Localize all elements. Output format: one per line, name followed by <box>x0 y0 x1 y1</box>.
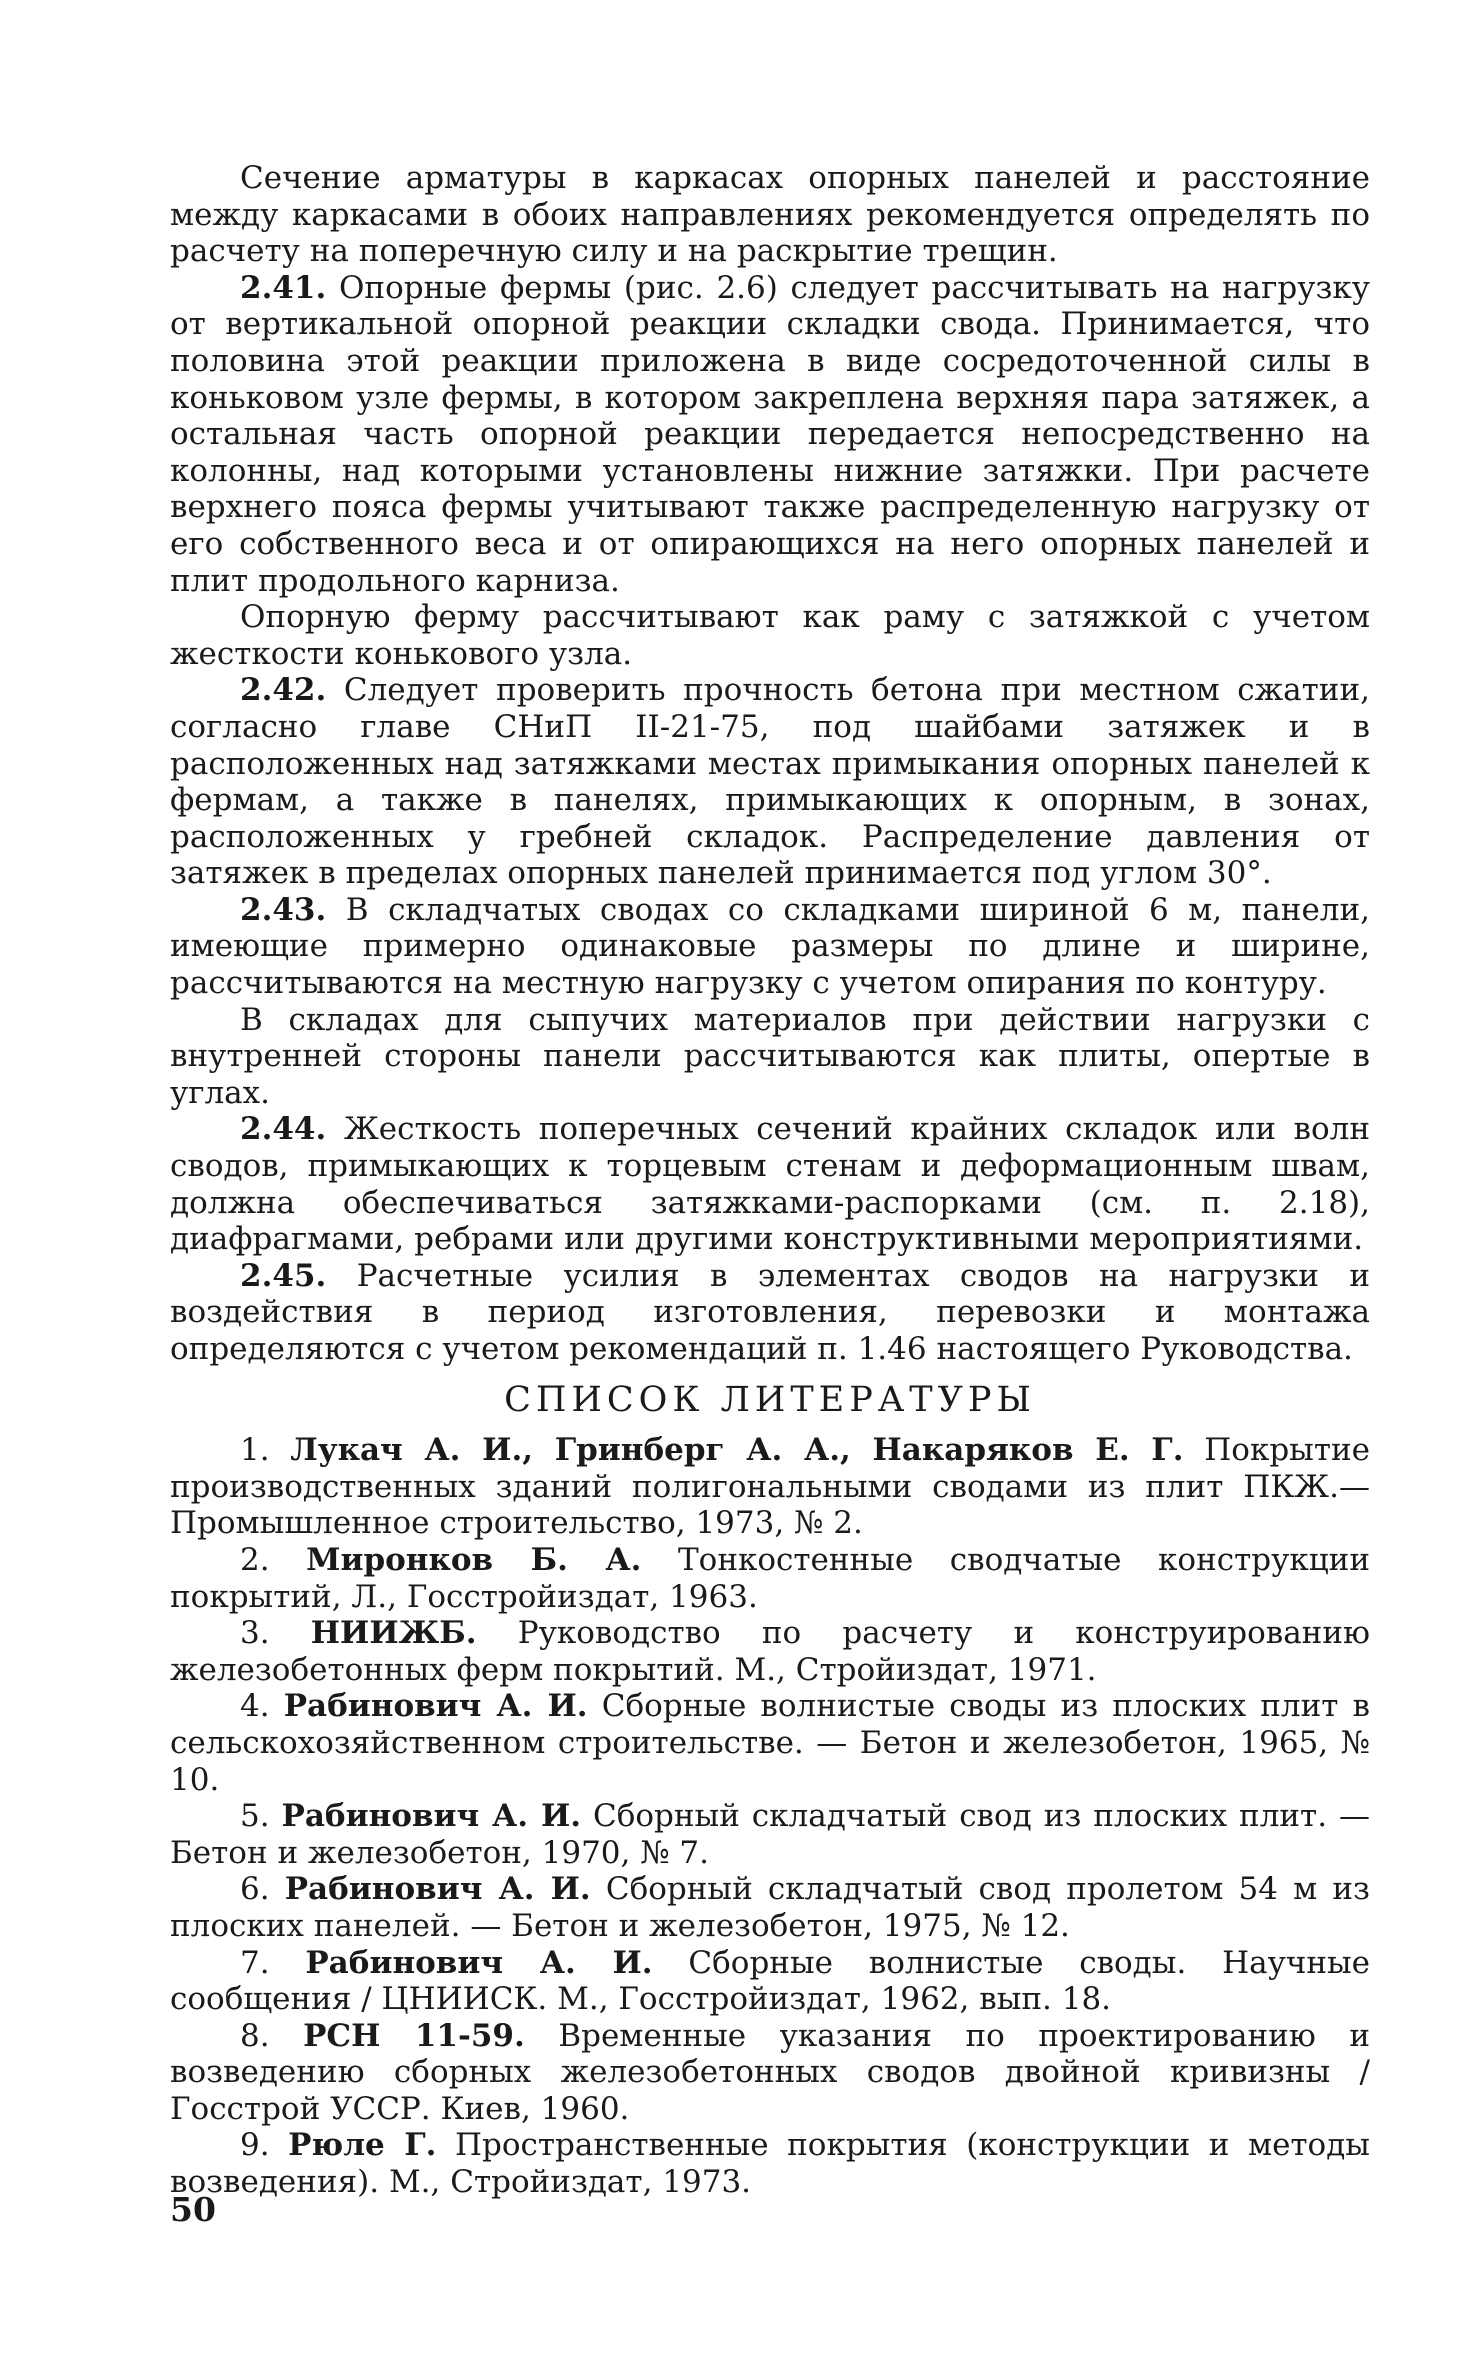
reference-author: РСН 11-59. <box>303 2017 525 2054</box>
reference-author: Рабинович А. И. <box>284 1871 591 1908</box>
clause-number: 2.44. <box>240 1111 327 1148</box>
paragraph-2-45: 2.45. Расчетные усилия в элементах сводов на нагрузки и воздействия в период изготовления, перевозки и монтажа определяются с учетом рекомендаций п. 1.46 настоящего Руководства. <box>170 1257 1371 1367</box>
clause-number: 2.43. <box>240 891 327 928</box>
clause-number: 2.41. <box>240 269 327 306</box>
paragraph-rebar-section: Сечение арматуры в каркасах опорных панелей и расстояние между каркасами в обоих направлениях рекомендуется определять по расчету на поперечную силу и на раскрытие трещин. <box>170 160 1370 270</box>
reference-item: 3. НИИЖБ. Руководство по расчету и конструированию железобетонных ферм покрытий. М., Стройиздат, 1971. <box>170 1615 1370 1688</box>
page-body <box>170 160 1370 2201</box>
reference-item: 1. Лукач А. И., Гринберг А. А., Накаряков Е. Г. Покрытие производственных зданий полигональными сводами из плит ПКЖ.— Промышленное строительство, 1973, № 2. <box>170 1432 1370 1542</box>
reference-item: 6. Рабинович А. И. Сборный складчатый свод пролетом 54 м из плоских панелей. — Бетон и железобетон, 1975, № 12. <box>170 1871 1370 1944</box>
reference-author: Рабинович А. И. <box>281 1798 582 1835</box>
paragraph-2-41: 2.41. Опорные фермы (рис. 2.6) следует рассчитывать на нагрузку от вертикальной опорной реакции складки свода. Принимается, что половина этой реакции приложена в виде сосредоточенной силы в коньковом узле фермы, в котором закреплена верхняя пара затяжек, а остальная часть опорной реакции передается непосредственно на колонны, над которыми установлены нижние затяжки. При расчете верхнего пояса фермы учитывают также распределенную нагрузку от его собственного веса и от опирающихся на него опорных панелей и плит продольного карниза. <box>170 269 1371 599</box>
paragraph-support-truss-frame: Опорную ферму рассчитывают как раму с затяжкой с учетом жесткости конькового узла. <box>170 599 1370 672</box>
clause-number: 2.45. <box>240 1257 327 1294</box>
reference-author: Рабинович А. И. <box>305 1944 653 1981</box>
reference-author: Рабинович А. И. <box>283 1688 588 1725</box>
paragraph-2-42: 2.42. Следует проверить прочность бетона при местном сжатии, согласно главе СНиП II-21-75, под шайбами затяжек и в расположенных над затяжками местах примыкания опорных панелей к фермам, а также в панелях, примыкающих к опорным, в зонах, расположенных у гребней складок. Распределение давления от затяжек в пределах опорных панелей принимается под углом 30°. <box>170 672 1370 892</box>
reference-author: НИИЖБ. <box>310 1615 477 1652</box>
paragraph-2-44: 2.44. Жесткость поперечных сечений крайних складок или волн сводов, примыкающих к торцевым стенам и деформационным швам, должна обеспечиваться затяжками-распорками (см. п. 2.18), диафрагмами, ребрами или другими конструктивными мероприятиями. <box>170 1111 1370 1258</box>
paragraph-2-43: 2.43. В складчатых сводах со складками шириной 6 м, панели, имеющие примерно одинаковые размеры по длине и ширине, рассчитываются на местную нагрузку с учетом опирания по контуру. <box>170 891 1370 1002</box>
reference-item: 7. Рабинович А. И. Сборные волнистые своды. Научные сообщения / ЦНИИСК. М., Госстройиздат, 1962, вып. 18. <box>170 1944 1371 2018</box>
reference-item: 4. Рабинович А. И. Сборные волнистые своды из плоских плит в сельскохозяйственном строительстве. — Бетон и железобетон, 1965, № 10. <box>170 1688 1371 1798</box>
page-number: 50 <box>170 2190 216 2229</box>
clause-number: 2.42. <box>240 672 327 709</box>
reference-item: 8. РСН 11-59. Временные указания по проектированию и возведению сборных железобетонных сводов двойной кривизны / Госстрой УССР. Киев, 1960. <box>170 2017 1371 2127</box>
reference-item: 5. Рабинович А. И. Сборный складчатый свод из плоских плит. — Бетон и железобетон, 1970, № 7. <box>170 1798 1370 1871</box>
reference-author: Лукач А. И., Гринберг А. А., Накаряков Е. Г. <box>290 1432 1184 1469</box>
reference-item: 9. Рюле Г. Пространственные покрытия (конструкции и методы возведения). М., Стройиздат, 1973. <box>170 2127 1370 2201</box>
reference-author: Рюле Г. <box>288 2127 437 2164</box>
reference-item: 2. Миронков Б. А. Тонкостенные сводчатые конструкции покрытий, Л., Госстройиздат, 1963. <box>170 1541 1370 1615</box>
reference-author: Миронков Б. А. <box>306 1541 642 1578</box>
paragraph-bulk-storage: В складах для сыпучих материалов при действии нагрузки с внутренней стороны панели рассчитываются как плиты, опертые в углах. <box>170 1001 1370 1111</box>
references-heading: СПИСОК ЛИТЕРАТУРЫ <box>504 1379 1036 1420</box>
